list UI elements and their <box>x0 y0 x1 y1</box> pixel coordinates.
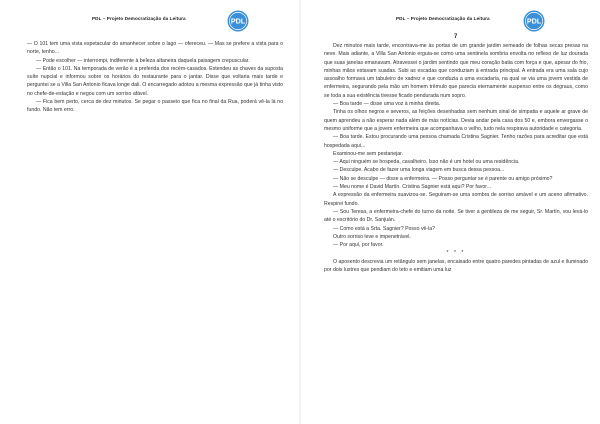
paragraph: A expressão da enfermeira suavizou-se. Seguiram-se uma sombra de sorriso amável e um aceno afirmativo. Respirei fundo. <box>324 192 588 207</box>
paragraph: — Aqui ninguém se hospeda, cavalheiro. Isso não é um hotel ou uma residência. <box>333 159 520 166</box>
right-page <box>300 0 600 424</box>
right-page-text <box>324 42 588 274</box>
page-number: 7 <box>454 34 458 40</box>
logo-text: PDL <box>526 16 542 26</box>
paragraph: — Como está a Srta. Sagnier? Posso vê-la? <box>333 225 436 232</box>
paragraph: — Fica bem perto, cerca de dez minutos. Se pegar o passeio que fica no final da Rua, poderá vê-la lá no fundo. Não tem erro. <box>27 99 283 114</box>
paragraph: — Então o 101. Na temporada de verão é a preferida dos recém-casados. Estendeu as chaves da suposta suíte nupcial e informou sobre os horários do restaurante para o jantar. Disse que voltaria mais tarde e perguntei se a Villa San Antonio ficava longe dali. O encarregado adotou a mesma expressão que já tinha visto no chefe-de-estação e negou com um sorriso afável. <box>27 65 283 97</box>
paragraph: Outro sorriso leve e impenetrável. <box>333 233 411 240</box>
section-separator: * * * <box>446 250 466 257</box>
paragraph: Examinou-me sem pestanejar. <box>333 150 404 157</box>
paragraph: Dez minutos mais tarde, encontrava-me às portas de um grande jardim semeado de folhas secas presas na neve. Mais adiante, a Villa San Antonio erguia-se como uma sentinela sombria envolta no reflexo de luz dourada que suas janelas emanavam. Atravessei o jardim sentindo que meu coração batia com força e que, apesar do frio, minhas mãos estavam suadas. Subi as escadas que conduziam à entrada principal. A entrada era uma sala cujo assoalho formava um tabuleiro de xadrez e que conduzia a uma escadaria, na qual se via uma jovem vestida de enfermeira, segurando pela mão um homem trêmulo que parecia eternamente suspenso entre os degraus, como se toda a sua existência tivesse ficado pendurada num sopro. <box>324 43 588 99</box>
paragraph: Tinha os olhos negros e severos, as feições desenhadas sem nenhum sinal de simpatia e aquele ar grave de quem aprendeu a não esperar nada além de más notícias. Devia andar pela casa dos 50 e, embora envergasse o mesmo uniforme que a jovem enfermeira que acompanhava o velho, tudo nela respirava autoridade e categoria. <box>324 109 588 132</box>
running-header: PDL – Projeto Democratização da Leitura <box>396 16 490 21</box>
logo-text: PDL <box>230 16 246 26</box>
paragraph: — Não se desculpe — disse a enfermeira. — Posso perguntar se é parente ou amigo próximo? <box>333 175 553 182</box>
paragraph: — Boa tarde — disse uma voz à minha direita. <box>333 101 441 108</box>
running-header: PDL – Projeto Democratização da Leitura <box>92 16 186 21</box>
left-page-text <box>27 40 283 115</box>
paragraph: — Sou Teresa, a enfermeira-chefe do turno da noite. Se tiver a gentileza de me seguir, Sr. Martín, vou levá-lo até o escritório do Dr. Sanjuán. <box>324 208 588 224</box>
paragraph: O aposento descrevia um retângulo sem janelas, encaixado entre quatro paredes pintadas de azul e iluminado por dois lustres que pendiam do teto e emitiam uma luz <box>324 258 588 274</box>
pdl-logo-icon <box>522 9 546 33</box>
paragraph: — Boa tarde. Estou procurando uma pessoa chamada Cristina Sagnier. Tenho razões para acreditar que está hospedada aqui... <box>324 134 588 149</box>
paragraph: — O 101 tem uma vista espetacular do amanhecer sobre o lago — ofereceu. — Mas se prefere a vista para o norte, tenho... <box>27 41 283 56</box>
paragraph: — Pode escolher — interrompi, indiferente à beleza altaneira daquela paisagem crepuscular. <box>36 57 250 64</box>
pdl-logo-icon <box>226 9 250 33</box>
paragraph: — Desculpe. Acabo de fazer uma longa viagem em busca dessa pessoa... <box>333 167 505 174</box>
paragraph: — Por aqui, por favor. <box>333 242 384 249</box>
paragraph: — Meu nome é David Martín. Cristina Sagnier está aqui? Por favor... <box>333 184 492 191</box>
